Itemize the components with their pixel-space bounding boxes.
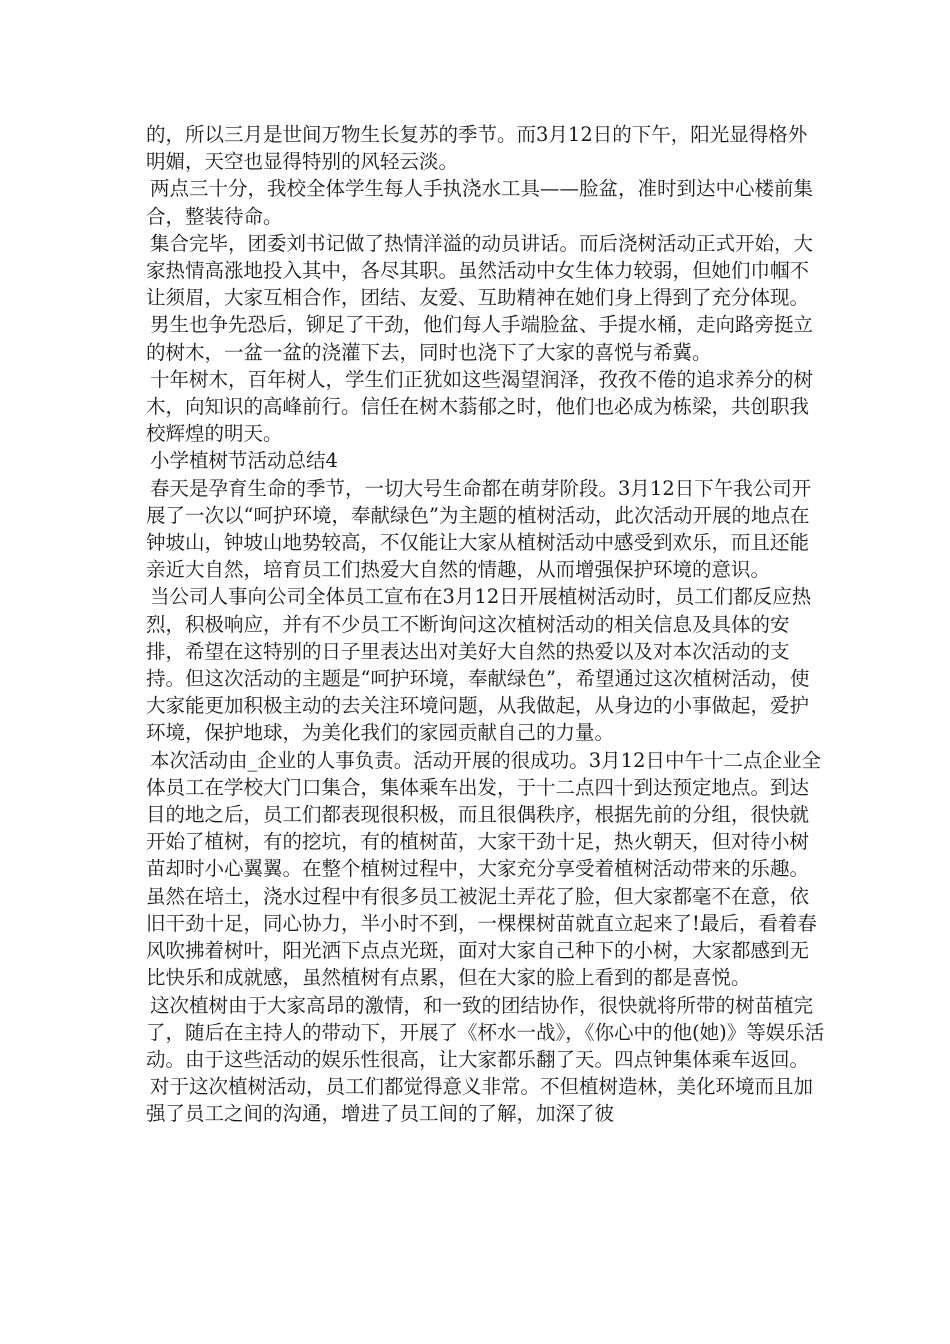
paragraph-continuation: 的，所以三月是世间万物生长复苏的季节。而3月12日的下午，阳光显得格外明媚，天空也显得特别的风轻云淡。 [146,123,808,174]
document-body [146,121,826,1128]
paragraph-event-details: 本次活动由_企业的人事负责。活动开展的很成功。3月12日中午十二点企业全体员工在学校大门口集合，集体乘车出发，于十二点四十到达预定地点。到达目的地之后，员工们都表现很积极，而且很偶秩序，根据先前的分组，很快就开始了植树，有的挖坑，有的植树苗，大家干劲十足，热火朝天，但对待小树苗却时小心翼翼。在整个植树过程中，大家充分享受着植树活动带来的乐趣。虽然在培土，浇水过程中有很多员工被泥土弄花了脸，但大家都毫不在意，依旧干劲十足，同心协力，半小时不到，一棵棵树苗就直立起来了!最后，看着春风吹拂着树叶，阳光洒下点点光斑，面对大家自己种下的小树，大家都感到无比快乐和成就感，虽然植树有点累，但在大家的脸上看到的都是喜悦。 [146,748,821,990]
paragraph-announcement: 当公司人事向公司全体员工宣布在3月12日开展植树活动时，员工们都反应热烈，积极响应，并有不少员工不断询问这次植树活动的相关信息及具体的安排，希望在这特别的日子里表达出对美好大自然的热爱以及对本次活动的支持。但这次活动的主题是“呵护环境，奉献绿色”，希望通过这次植树活动，使大家能更加积极主动的去关注环境问题，从我做起，从身边的小事做起，爱护环境，保护地球，为美化我们的家园贡献自己的力量。 [146,585,812,745]
paragraph-gathering: 两点三十分，我校全体学生每人手执浇水工具——脸盆，准时到达中心楼前集合，整装待命。 [146,177,814,228]
paragraph-entertainment: 这次植树由于大家高昂的激情，和一致的团结协作，很快就将所带的树苗植完了，随后在主持人的带动下，开展了《杯水一战》，《你心中的他(她)》等娱乐活动。由于这些活动的娱乐性很高，让大家都乐翻了天。四点钟集体乘车返回。 [146,993,825,1071]
paragraph-mobilization: 集合完毕，团委刘书记做了热情洋溢的动员讲话。而后浇树活动正式开始，大家热情高涨地投入其中，各尽其职。虽然活动中女生体力较弱，但她们巾帼不让须眉，大家互相合作，团结、友爱、互助精神在她们身上得到了充分体现。 [146,231,814,310]
paragraph-boys-watering: 男生也争先恐后，铆足了干劲，他们每人手端脸盆、手提水桶，走向路旁挺立的树木，一盆一盆的浇灌下去，同时也浇下了大家的喜悦与希冀。 [146,313,814,364]
section-heading: 小学植树节活动总结4 [150,449,338,473]
paragraph-significance: 对于这次植树活动，员工们都觉得意义非常。不但植树造林，美化环境而且加强了员工之间的沟通，增进了员工间的了解，加深了彼 [146,1075,814,1126]
paragraph-spring-intro: 春天是孕育生命的季节，一切大号生命都在萌芽阶段。3月12日下午我公司开展了一次以“呵护环境，奉献绿色”为主题的植树活动，此次活动开展的地点在钟坡山，钟坡山地势较高，不仅能让大家从植树活动中感受到欢乐，而且还能亲近大自然，培育员工们热爱大自然的情趣，从而增强保护环境的意识。 [146,476,812,582]
paragraph-ten-years-trees: 十年树木，百年树人，学生们正犹如这些渴望润泽，孜孜不倦的追求养分的树木，向知识的高峰前行。信任在树木蓊郁之时，他们也必成为栋梁，共创职我校辉煌的明天。 [146,367,814,446]
